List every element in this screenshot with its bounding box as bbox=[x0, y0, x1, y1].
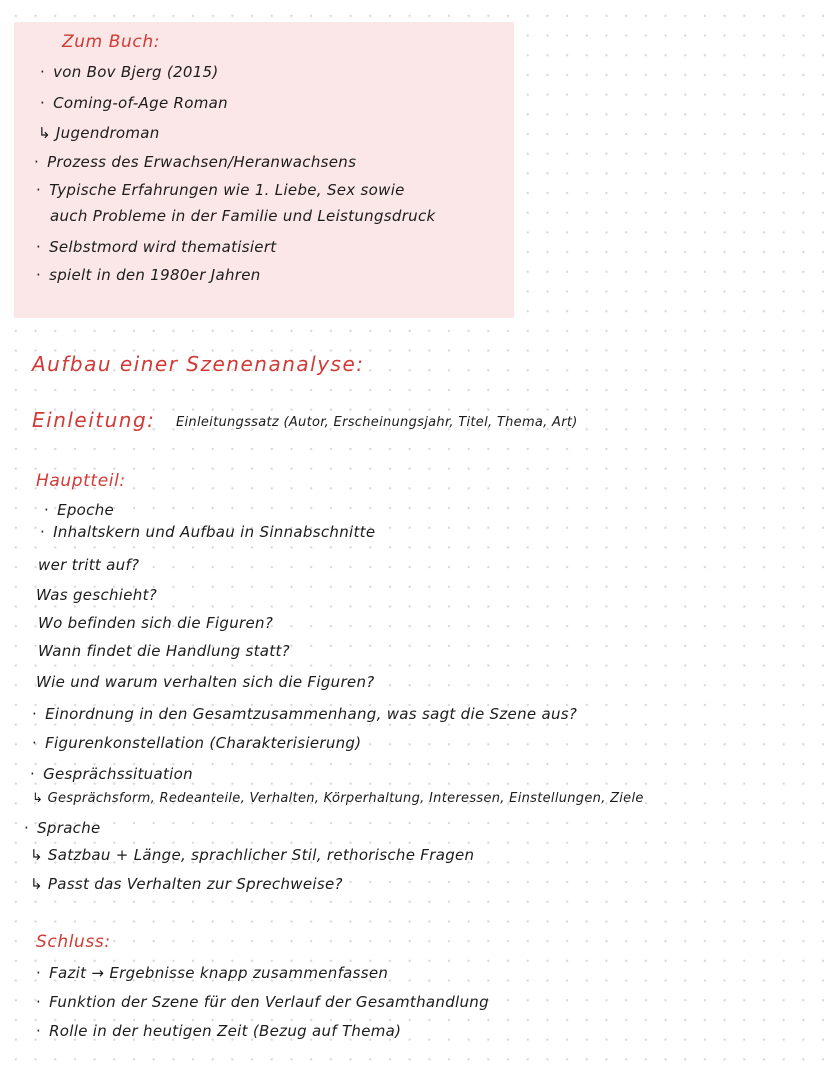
book-box-title: Zum Buch: bbox=[62, 32, 161, 52]
book-line-setting: · spielt in den 1980er Jahren bbox=[36, 265, 261, 285]
main-line-when: Wann findet die Handlung statt? bbox=[38, 642, 290, 660]
book-line-problems: auch Probleme in der Familie und Leistungsdruck bbox=[50, 207, 436, 225]
main-line-syntax: ↳ Satzbau + Länge, sprachlicher Stil, rethorische Fragen bbox=[30, 846, 475, 864]
conclusion-line-relevance: · Rolle in der heutigen Zeit (Bezug auf Thema) bbox=[36, 1021, 401, 1041]
main-line-where: Wo befinden sich die Figuren? bbox=[38, 614, 274, 632]
conclusion-label: Schluss: bbox=[36, 932, 111, 952]
main-line-what: Was geschieht? bbox=[36, 586, 158, 604]
book-line-genre: · Coming-of-Age Roman bbox=[40, 93, 228, 113]
main-line-language: · Sprache bbox=[24, 818, 101, 838]
main-line-content: · Inhaltskern und Aufbau in Sinnabschnitte bbox=[40, 522, 375, 542]
main-line-behavior: ↳ Passt das Verhalten zur Sprechweise? bbox=[30, 875, 343, 893]
book-line-process: · Prozess des Erwachsen/Heranwachsens bbox=[34, 152, 356, 172]
book-line-author: · von Bov Bjerg (2015) bbox=[40, 62, 219, 82]
book-line-subgenre: ↳ Jugendroman bbox=[38, 124, 160, 142]
main-line-epoch: · Epoche bbox=[44, 500, 114, 520]
main-line-who: wer tritt auf? bbox=[38, 556, 140, 574]
conclusion-line-summary: · Fazit → Ergebnisse knapp zusammenfassen bbox=[36, 963, 388, 983]
intro-label: Einleitung: bbox=[32, 408, 156, 432]
main-line-conversation: · Gesprächssituation bbox=[30, 764, 193, 784]
book-line-experiences: · Typische Erfahrungen wie 1. Liebe, Sex sowie bbox=[36, 180, 405, 200]
book-line-suicide: · Selbstmord wird thematisiert bbox=[36, 237, 276, 257]
main-line-context: · Einordnung in den Gesamtzusammenhang, was sagt die Szene aus? bbox=[32, 704, 577, 724]
conclusion-line-function: · Funktion der Szene für den Verlauf der Gesamthandlung bbox=[36, 992, 489, 1012]
main-label: Hauptteil: bbox=[36, 471, 126, 491]
intro-text: Einleitungssatz (Autor, Erscheinungsjahr, Titel, Thema, Art) bbox=[176, 415, 578, 430]
main-line-conversation-detail: ↳ Gesprächsform, Redeanteile, Verhalten, Körperhaltung, Interessen, Einstellungen, Ziele bbox=[32, 791, 644, 806]
main-line-how-why: Wie und warum verhalten sich die Figuren? bbox=[36, 673, 375, 691]
analysis-title: Aufbau einer Szenenanalyse: bbox=[32, 352, 365, 376]
main-line-constellation: · Figurenkonstellation (Charakterisierung) bbox=[32, 733, 361, 753]
